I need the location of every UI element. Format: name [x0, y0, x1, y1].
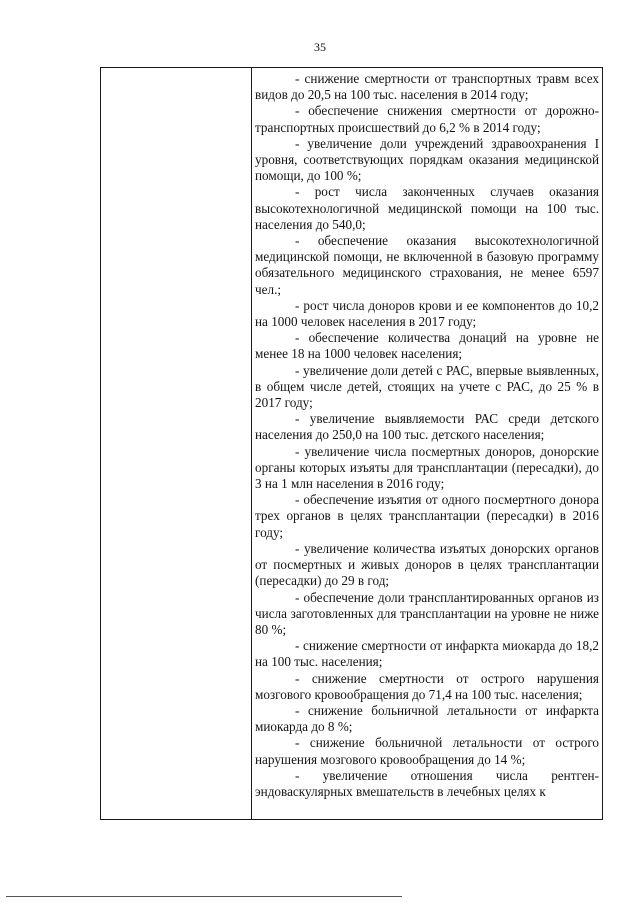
list-item: - обеспечение снижения смертности от дорожно-транспортных происшествий до 6,2 % в 2014 году;	[255, 103, 599, 135]
list-item: - снижение больничной летальности от острого нарушения мозгового кровообращения до 14 %;	[255, 735, 599, 767]
page-number: 35	[314, 40, 326, 54]
list-item: - обеспечение количества донаций на уровне не менее 18 на 1000 человек населения;	[255, 330, 599, 362]
list-item: - обеспечение изъятия от одного посмертного донора трех органов в целях трансплантации (пересадки) в 2016 году;	[255, 492, 599, 540]
list-item: - рост числа законченных случаев оказания высокотехнологичной медицинской помощи на 100 тыс. населения до 540,0;	[255, 184, 599, 232]
list-item: - обеспечение доли трансплантированных органов из числа заготовленных для трансплантации на уровне не ниже 80 %;	[255, 589, 599, 637]
list-item: - увеличение отношения числа рентген-эндоваскулярных вмешательств в лечебных целях к	[255, 767, 599, 799]
list-item: - обеспечение оказания высокотехнологичной медицинской помощи, не включенной в базовую программу обязательного медицинского страхования, не менее 6597 чел.;	[255, 233, 599, 297]
content-table	[100, 67, 603, 820]
list-item: - увеличение доли учреждений здравоохранения I уровня, соответствующих порядкам оказания медицинской помощи, до 100 %;	[255, 135, 599, 184]
table-right-column	[252, 68, 602, 819]
list-item: - увеличение доли детей с РАС, впервые выявленных, в общем числе детей, стоящих на учете с РАС, до 25 % в 2017 году;	[255, 362, 599, 411]
list-item: - снижение смертности от транспортных травм всех видов до 20,5 на 100 тыс. населения в 2014 году;	[255, 71, 599, 103]
table-left-column	[101, 68, 252, 819]
list-item: - снижение смертности от острого нарушения мозгового кровообращения до 71,4 на 100 тыс. населения;	[255, 670, 599, 702]
list-item: - увеличение выявляемости РАС среди детского населения до 250,0 на 100 тыс. детского населения;	[255, 411, 599, 443]
list-item: - увеличение числа посмертных доноров, донорские органы которых изъяты для трансплантации (пересадки), до 3 на 1 млн населения в 2016 году;	[255, 443, 599, 492]
list-item: - снижение смертности от инфаркта миокарда до 18,2 на 100 тыс. населения;	[255, 638, 599, 670]
footer-rule	[6, 896, 402, 897]
list-item: - рост числа доноров крови и ее компонентов до 10,2 на 1000 человек населения в 2017 году;	[255, 297, 599, 330]
list-item: - увеличение количества изъятых донорских органов от посмертных и живых доноров в целях трансплантации (пересадки) до 29 в год;	[255, 540, 599, 589]
list-item: - снижение больничной летальности от инфаркта миокарда до 8 %;	[255, 702, 599, 735]
